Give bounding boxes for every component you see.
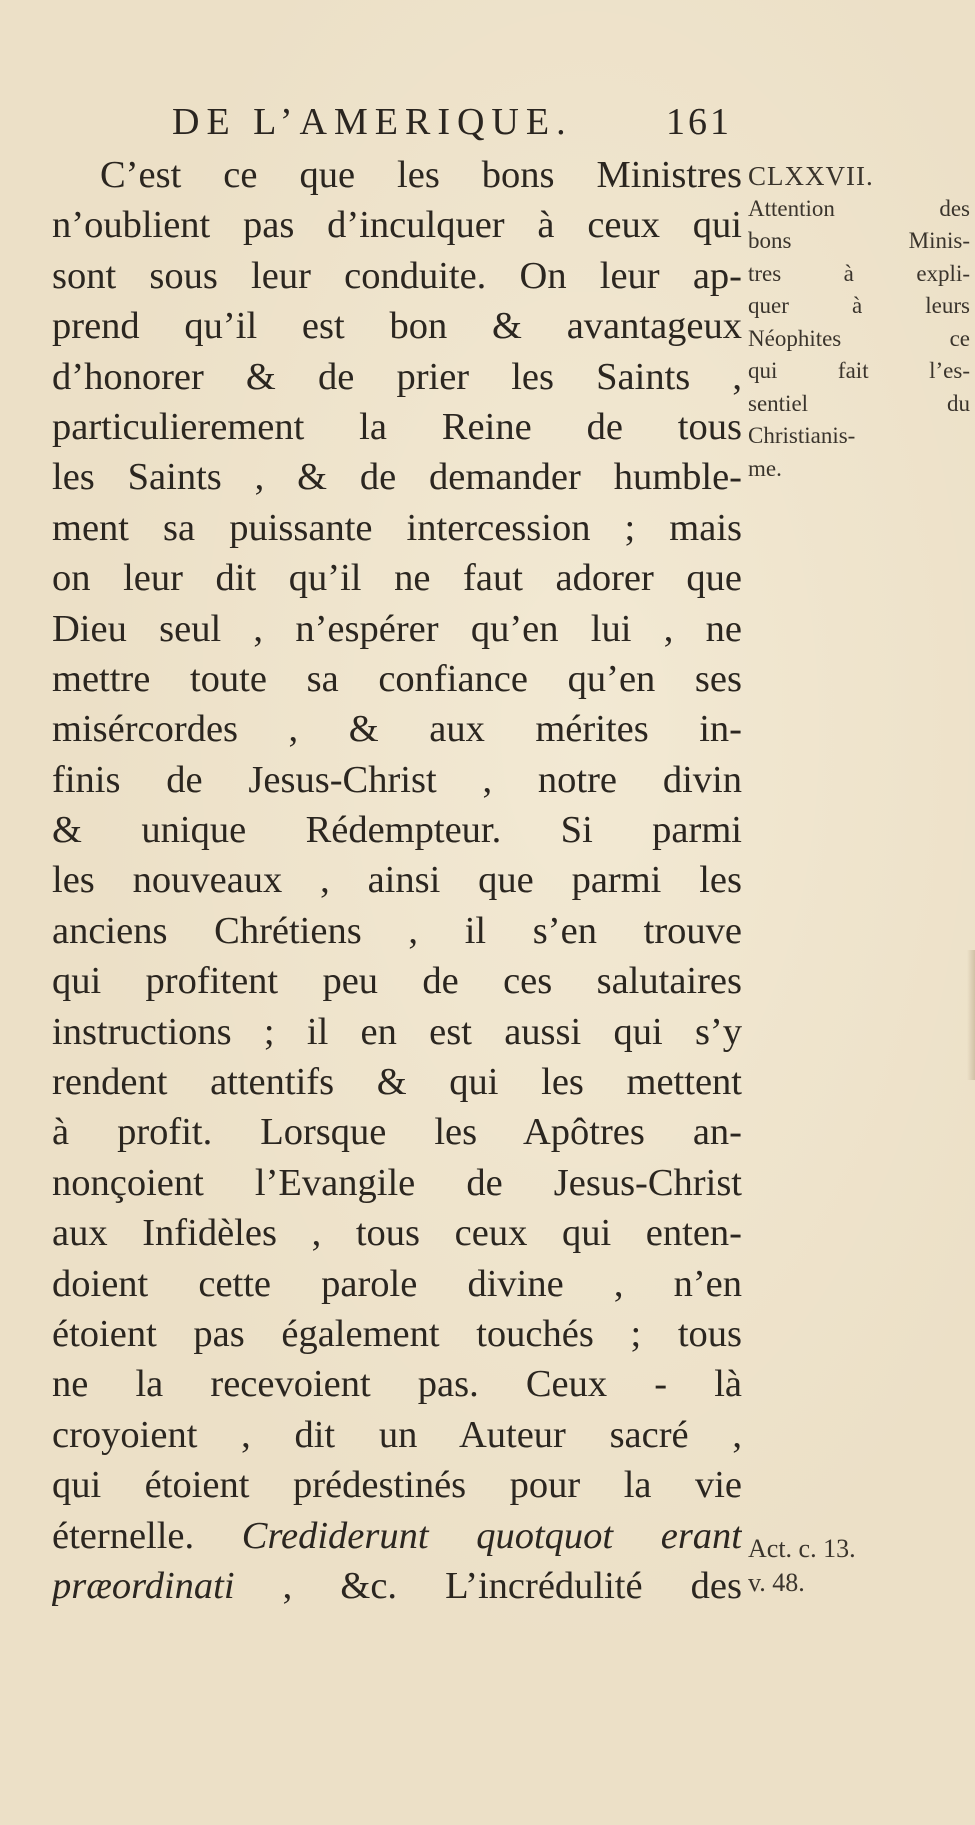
text-line: particulierement la Reine de tous [52, 405, 742, 448]
marginal-note-line: me. [748, 455, 782, 481]
marginal-note-line: Christianis- [748, 423, 856, 448]
main-text-block [52, 150, 742, 1611]
marginal-note-number: CLXXVII. [748, 161, 874, 191]
marginal-note-line: Néophites ce [748, 325, 970, 351]
text-line: prend qu’il est bon & avantageux [52, 305, 742, 348]
marginal-note-line: quer à leurs [748, 293, 970, 318]
text-line: aux Infidèles , tous ceux qui enten- [52, 1212, 742, 1255]
text-line: ment sa puissante intercession ; mais [52, 506, 742, 549]
text-line: misércordes , & aux mérites in- [52, 708, 742, 751]
marginal-note-line: Attention des [748, 195, 970, 221]
text-line: les nouveaux , ainsi que parmi les [52, 859, 742, 902]
running-title: DE L’AMERIQUE. [172, 101, 573, 143]
text-roman: , &c. L’incrédulité des [282, 1564, 742, 1607]
text-line: doient cette parole divine , n’en [52, 1262, 742, 1305]
text-italic-latin: præordinati [52, 1564, 235, 1607]
text-line: n’oublient pas d’inculquer à ceux qui [52, 204, 742, 247]
marginal-note-line: bons Minis- [748, 228, 970, 253]
text-line: mettre toute sa confiance qu’en ses [52, 657, 742, 700]
text-line: & unique Rédempteur. Si parmi [52, 809, 742, 852]
text-line: Dieu seul , n’espérer qu’en lui , ne [52, 607, 742, 650]
citation-line: Act. c. 13. [748, 1534, 856, 1563]
text-line-mixed [52, 1561, 742, 1611]
text-line: les Saints , & de demander humble- [52, 456, 742, 499]
citation-line: v. 48. [748, 1568, 805, 1597]
text-line: qui profitent peu de ces salutaires [52, 960, 742, 1003]
text-line-mixed [52, 1511, 742, 1561]
text-roman: éternelle. [52, 1514, 195, 1557]
text-line: on leur dit qu’il ne faut adorer que [52, 557, 742, 600]
text-line: ne la recevoient pas. Ceux - là [52, 1363, 742, 1406]
page-number: 161 [666, 101, 732, 143]
text-line: sont sous leur conduite. On leur ap- [52, 254, 742, 297]
page-edge-shadow [967, 950, 975, 1080]
text-line: C’est ce que les bons Ministres [100, 154, 742, 196]
text-line: anciens Chrétiens , il s’en trouve [52, 909, 742, 952]
marginal-note-line: sentiel du [748, 390, 970, 416]
marginal-note-line: qui fait l’es- [748, 358, 970, 383]
text-line: étoient pas également touchés ; tous [52, 1312, 742, 1355]
text-line: d’honorer & de prier les Saints , [52, 355, 742, 398]
text-line: à profit. Lorsque les Apôtres an- [52, 1111, 742, 1154]
text-italic-latin: Crediderunt quotquot erant [241, 1514, 742, 1557]
marginal-note-line: tres à expli- [748, 260, 970, 286]
text-line: qui étoient prédestinés pour la vie [52, 1464, 742, 1507]
text-line: nonçoient l’Evangile de Jesus-Christ [52, 1161, 742, 1204]
text-line: rendent attentifs & qui les mettent [52, 1061, 742, 1104]
text-line: finis de Jesus-Christ , notre divin [52, 758, 742, 801]
text-line: croyoient , dit un Auteur sacré , [52, 1413, 742, 1456]
marginal-note-177 [748, 160, 970, 485]
marginal-citation [748, 1532, 970, 1600]
text-line: instructions ; il en est aussi qui s’y [52, 1010, 742, 1053]
